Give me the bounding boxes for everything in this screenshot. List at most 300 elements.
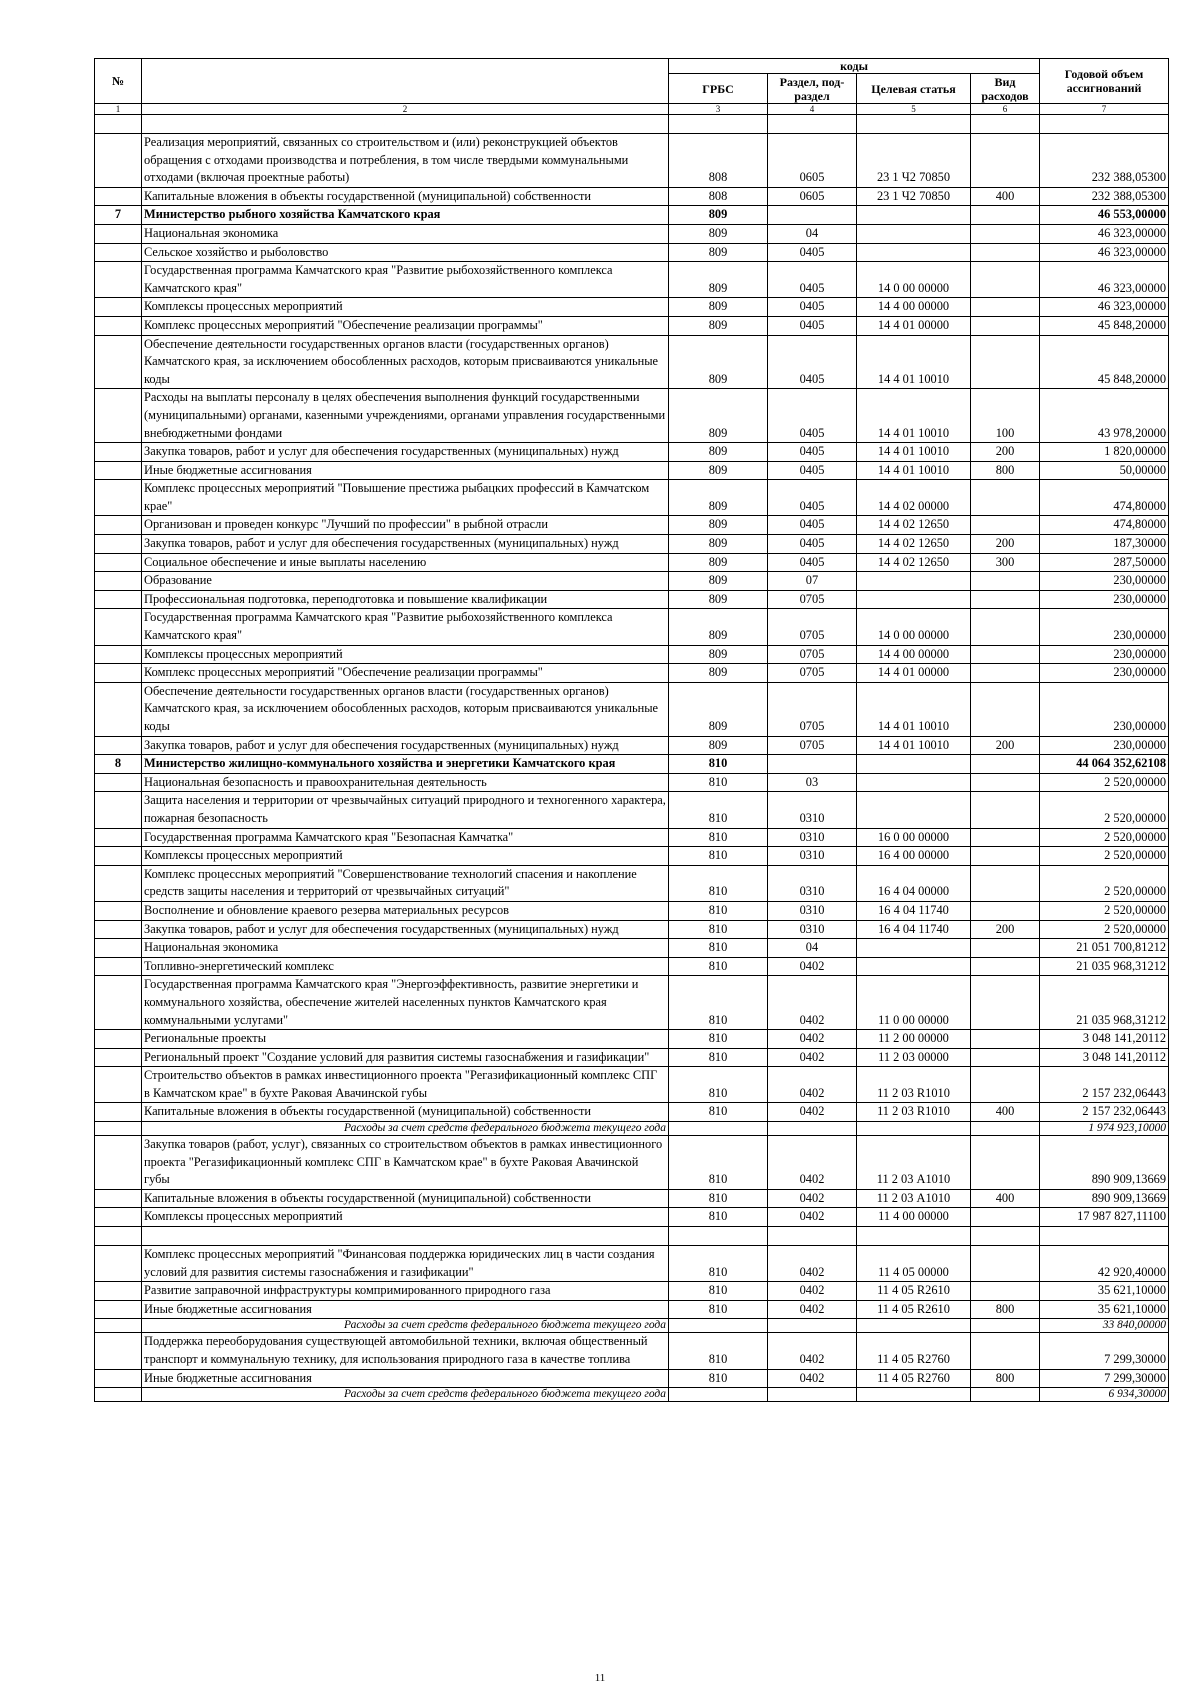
row-section: 0705 bbox=[768, 609, 857, 645]
row-kind bbox=[971, 1319, 1040, 1333]
row-number bbox=[95, 1319, 142, 1333]
row-name: Расходы за счет средств федерального бюджета текущего года bbox=[142, 1122, 669, 1136]
row-section: 0402 bbox=[768, 976, 857, 1030]
row-grbs: 810 bbox=[669, 957, 768, 976]
row-name: Обеспечение деятельности государственных органов власти (государственных органов) Камчатского края, за исключением обособленных расходов, которым присваиваются уникальные коды bbox=[142, 335, 669, 389]
row-section: 0405 bbox=[768, 535, 857, 554]
row-section: 0405 bbox=[768, 443, 857, 462]
row-name: Капитальные вложения в объекты государственной (муниципальной) собственности bbox=[142, 1189, 669, 1208]
table-row bbox=[95, 553, 1169, 572]
table-row bbox=[95, 224, 1169, 243]
row-amount: 2 520,00000 bbox=[1040, 773, 1169, 792]
row-amount: 46 323,00000 bbox=[1040, 298, 1169, 317]
row-grbs: 809 bbox=[669, 461, 768, 480]
row-target bbox=[857, 1122, 971, 1136]
row-section: 0405 bbox=[768, 316, 857, 335]
row-amount: 230,00000 bbox=[1040, 664, 1169, 683]
row-grbs: 809 bbox=[669, 609, 768, 645]
column-number: 5 bbox=[857, 104, 971, 115]
table-row bbox=[95, 262, 1169, 298]
row-target: 14 4 01 00000 bbox=[857, 664, 971, 683]
row-name: Развитие заправочной инфраструктуры компримированного природного газа bbox=[142, 1282, 669, 1301]
row-kind: 100 bbox=[971, 389, 1040, 443]
row-grbs: 810 bbox=[669, 773, 768, 792]
row-section bbox=[768, 1122, 857, 1136]
row-target bbox=[857, 755, 971, 774]
row-amount: 230,00000 bbox=[1040, 572, 1169, 591]
row-name: Государственная программа Камчатского края "Безопасная Камчатка" bbox=[142, 828, 669, 847]
row-section: 0402 bbox=[768, 1103, 857, 1122]
row-amount: 3 048 141,20112 bbox=[1040, 1048, 1169, 1067]
row-grbs bbox=[669, 1319, 768, 1333]
table-row bbox=[95, 461, 1169, 480]
row-section bbox=[768, 1227, 857, 1246]
row-target: 11 2 03 R1010 bbox=[857, 1067, 971, 1103]
row-kind bbox=[971, 572, 1040, 591]
row-number bbox=[95, 645, 142, 664]
row-number bbox=[95, 1282, 142, 1301]
row-section: 0402 bbox=[768, 1189, 857, 1208]
row-kind: 800 bbox=[971, 461, 1040, 480]
row-amount: 43 978,20000 bbox=[1040, 389, 1169, 443]
row-kind: 400 bbox=[971, 187, 1040, 206]
row-target: 16 4 04 11740 bbox=[857, 920, 971, 939]
row-kind bbox=[971, 480, 1040, 516]
row-grbs: 810 bbox=[669, 1282, 768, 1301]
row-amount: 45 848,20000 bbox=[1040, 316, 1169, 335]
row-kind bbox=[971, 957, 1040, 976]
row-amount: 46 553,00000 bbox=[1040, 206, 1169, 225]
row-name: Комплексы процессных мероприятий bbox=[142, 645, 669, 664]
row-name: Комплекс процессных мероприятий "Повышение престижа рыбацких профессий в Камчатском крае" bbox=[142, 480, 669, 516]
row-name: Профессиональная подготовка, переподготовка и повышение квалификации bbox=[142, 590, 669, 609]
row-target: 14 4 00 00000 bbox=[857, 645, 971, 664]
column-number: 3 bbox=[669, 104, 768, 115]
row-kind bbox=[971, 1067, 1040, 1103]
row-kind bbox=[971, 645, 1040, 664]
table-row bbox=[95, 206, 1169, 225]
row-grbs: 810 bbox=[669, 901, 768, 920]
row-number bbox=[95, 262, 142, 298]
column-number-row bbox=[95, 104, 1169, 115]
row-section: 0405 bbox=[768, 243, 857, 262]
row-number bbox=[95, 792, 142, 828]
row-number bbox=[95, 847, 142, 866]
header-section: Раздел, под-раздел bbox=[768, 74, 857, 104]
table-row bbox=[95, 792, 1169, 828]
row-number bbox=[95, 976, 142, 1030]
row-amount: 46 323,00000 bbox=[1040, 262, 1169, 298]
table-row bbox=[95, 847, 1169, 866]
table-row bbox=[95, 865, 1169, 901]
row-section: 0402 bbox=[768, 1333, 857, 1369]
row-name: Комплексы процессных мероприятий bbox=[142, 298, 669, 317]
row-number bbox=[95, 1122, 142, 1136]
row-amount: 3 048 141,20112 bbox=[1040, 1030, 1169, 1049]
row-kind bbox=[971, 590, 1040, 609]
row-target: 14 4 02 12650 bbox=[857, 553, 971, 572]
table-row bbox=[95, 1319, 1169, 1333]
page-number: 11 bbox=[594, 1672, 606, 1684]
row-target: 11 4 05 R2610 bbox=[857, 1282, 971, 1301]
row-grbs: 810 bbox=[669, 1048, 768, 1067]
table-row bbox=[95, 335, 1169, 389]
table-body bbox=[95, 115, 1169, 1402]
table-row bbox=[95, 1369, 1169, 1388]
row-name: Образование bbox=[142, 572, 669, 591]
table-row bbox=[95, 920, 1169, 939]
row-grbs: 809 bbox=[669, 736, 768, 755]
row-name: Закупка товаров, работ и услуг для обеспечения государственных (муниципальных) нужд bbox=[142, 920, 669, 939]
row-target: 14 4 02 12650 bbox=[857, 535, 971, 554]
row-section: 04 bbox=[768, 939, 857, 958]
row-number bbox=[95, 461, 142, 480]
column-number: 7 bbox=[1040, 104, 1169, 115]
row-number bbox=[95, 535, 142, 554]
row-target: 16 4 00 00000 bbox=[857, 847, 971, 866]
row-grbs: 809 bbox=[669, 572, 768, 591]
table-row bbox=[95, 1067, 1169, 1103]
row-amount: 1 974 923,10000 bbox=[1040, 1122, 1169, 1136]
row-target bbox=[857, 792, 971, 828]
row-section: 07 bbox=[768, 572, 857, 591]
row-number bbox=[95, 920, 142, 939]
table-row bbox=[95, 590, 1169, 609]
row-grbs: 809 bbox=[669, 682, 768, 736]
row-grbs: 810 bbox=[669, 792, 768, 828]
row-name: Организован и проведен конкурс "Лучший по профессии" в рыбной отрасли bbox=[142, 516, 669, 535]
header-amount: Годовой объем ассигнований bbox=[1040, 59, 1169, 104]
table-row bbox=[95, 389, 1169, 443]
row-grbs: 809 bbox=[669, 335, 768, 389]
row-target: 11 4 05 00000 bbox=[857, 1246, 971, 1282]
row-target: 11 0 00 00000 bbox=[857, 976, 971, 1030]
row-grbs: 808 bbox=[669, 134, 768, 188]
row-grbs: 810 bbox=[669, 865, 768, 901]
row-target: 11 4 05 R2610 bbox=[857, 1300, 971, 1319]
row-target: 11 4 05 R2760 bbox=[857, 1333, 971, 1369]
table-row bbox=[95, 1388, 1169, 1402]
row-number bbox=[95, 298, 142, 317]
row-target: 14 4 01 10010 bbox=[857, 682, 971, 736]
table-row bbox=[95, 901, 1169, 920]
row-amount: 474,80000 bbox=[1040, 516, 1169, 535]
row-target: 11 4 05 R2760 bbox=[857, 1369, 971, 1388]
table-row bbox=[95, 115, 1169, 134]
row-target: 14 4 02 00000 bbox=[857, 480, 971, 516]
row-grbs: 810 bbox=[669, 1103, 768, 1122]
row-number bbox=[95, 335, 142, 389]
row-target: 14 4 01 10010 bbox=[857, 443, 971, 462]
table-row bbox=[95, 443, 1169, 462]
row-section: 04 bbox=[768, 224, 857, 243]
row-amount: 230,00000 bbox=[1040, 736, 1169, 755]
header-name bbox=[142, 59, 669, 104]
row-name: Государственная программа Камчатского края "Развитие рыбохозяйственного комплекса Камчатского края" bbox=[142, 609, 669, 645]
row-target: 23 1 Ч2 70850 bbox=[857, 187, 971, 206]
row-number bbox=[95, 516, 142, 535]
row-name: Комплекс процессных мероприятий "Финансовая поддержка юридических лиц в части создания условий для развития системы газоснабжения и газификации" bbox=[142, 1246, 669, 1282]
row-name: Социальное обеспечение и иные выплаты населению bbox=[142, 553, 669, 572]
table-row bbox=[95, 976, 1169, 1030]
row-number bbox=[95, 115, 142, 134]
row-section: 0402 bbox=[768, 1300, 857, 1319]
table-row bbox=[95, 736, 1169, 755]
row-number bbox=[95, 1369, 142, 1388]
row-grbs: 810 bbox=[669, 1189, 768, 1208]
row-name: Расходы за счет средств федерального бюджета текущего года bbox=[142, 1319, 669, 1333]
row-kind bbox=[971, 243, 1040, 262]
table-row bbox=[95, 1300, 1169, 1319]
row-number bbox=[95, 1103, 142, 1122]
row-number bbox=[95, 773, 142, 792]
row-name: Защита населения и территории от чрезвычайных ситуаций природного и техногенного характера, пожарная безопасность bbox=[142, 792, 669, 828]
table-row bbox=[95, 1136, 1169, 1190]
row-amount: 2 520,00000 bbox=[1040, 847, 1169, 866]
row-amount: 17 987 827,11100 bbox=[1040, 1208, 1169, 1227]
row-name bbox=[142, 115, 669, 134]
row-name: Комплекс процессных мероприятий "Обеспечение реализации программы" bbox=[142, 664, 669, 683]
row-name: Поддержка переоборудования существующей автомобильной техники, включая общественный транспорт и коммунальную технику, для использования природного газа в качестве топлива bbox=[142, 1333, 669, 1369]
header-num: № bbox=[95, 59, 142, 104]
row-amount: 1 820,00000 bbox=[1040, 443, 1169, 462]
row-grbs: 809 bbox=[669, 262, 768, 298]
row-number bbox=[95, 1227, 142, 1246]
column-number: 6 bbox=[971, 104, 1040, 115]
row-amount: 474,80000 bbox=[1040, 480, 1169, 516]
row-kind: 400 bbox=[971, 1103, 1040, 1122]
row-kind: 200 bbox=[971, 535, 1040, 554]
row-target bbox=[857, 590, 971, 609]
row-kind bbox=[971, 516, 1040, 535]
table-row bbox=[95, 480, 1169, 516]
row-grbs: 809 bbox=[669, 664, 768, 683]
row-number bbox=[95, 1048, 142, 1067]
table-row bbox=[95, 1246, 1169, 1282]
row-kind bbox=[971, 682, 1040, 736]
row-kind bbox=[971, 1333, 1040, 1369]
row-target: 14 4 01 00000 bbox=[857, 316, 971, 335]
table-row bbox=[95, 134, 1169, 188]
row-target: 14 4 01 10010 bbox=[857, 736, 971, 755]
row-grbs: 809 bbox=[669, 206, 768, 225]
row-target: 16 4 04 11740 bbox=[857, 901, 971, 920]
row-number bbox=[95, 1246, 142, 1282]
row-kind bbox=[971, 865, 1040, 901]
row-kind: 400 bbox=[971, 1189, 1040, 1208]
row-amount: 21 051 700,81212 bbox=[1040, 939, 1169, 958]
row-kind: 800 bbox=[971, 1300, 1040, 1319]
row-grbs: 810 bbox=[669, 1030, 768, 1049]
row-grbs: 810 bbox=[669, 755, 768, 774]
row-amount: 230,00000 bbox=[1040, 609, 1169, 645]
row-name: Капитальные вложения в объекты государственной (муниципальной) собственности bbox=[142, 187, 669, 206]
row-amount: 45 848,20000 bbox=[1040, 335, 1169, 389]
row-name: Закупка товаров, работ и услуг для обеспечения государственных (муниципальных) нужд bbox=[142, 535, 669, 554]
row-number bbox=[95, 1388, 142, 1402]
row-number bbox=[95, 865, 142, 901]
row-grbs: 809 bbox=[669, 516, 768, 535]
row-grbs: 809 bbox=[669, 224, 768, 243]
row-section: 0405 bbox=[768, 335, 857, 389]
row-number bbox=[95, 224, 142, 243]
row-kind bbox=[971, 1030, 1040, 1049]
row-name: Реализация мероприятий, связанных со строительством и (или) реконструкцией объектов обращения с отходами производства и потребления, в том числе твердыми коммунальными отходами (включая проектные работы) bbox=[142, 134, 669, 188]
budget-table bbox=[94, 58, 1169, 1402]
row-kind bbox=[971, 206, 1040, 225]
row-name: Закупка товаров (работ, услуг), связанных со строительством объектов в рамках инвестиционного проекта "Регазификационный комплекс СПГ в Камчатском крае" в бухте Раковая Авачинской губы bbox=[142, 1136, 669, 1190]
row-section: 0705 bbox=[768, 682, 857, 736]
row-kind bbox=[971, 1246, 1040, 1282]
row-kind bbox=[971, 1227, 1040, 1246]
row-section: 0605 bbox=[768, 187, 857, 206]
row-grbs: 810 bbox=[669, 1246, 768, 1282]
row-grbs bbox=[669, 1388, 768, 1402]
row-amount: 7 299,30000 bbox=[1040, 1369, 1169, 1388]
row-target: 11 2 03 А1010 bbox=[857, 1189, 971, 1208]
row-amount bbox=[1040, 1227, 1169, 1246]
table-row bbox=[95, 535, 1169, 554]
row-amount: 7 299,30000 bbox=[1040, 1333, 1169, 1369]
row-kind bbox=[971, 1122, 1040, 1136]
row-name: Восполнение и обновление краевого резерва материальных ресурсов bbox=[142, 901, 669, 920]
row-kind bbox=[971, 828, 1040, 847]
row-grbs: 810 bbox=[669, 1333, 768, 1369]
row-grbs: 810 bbox=[669, 920, 768, 939]
row-number bbox=[95, 480, 142, 516]
row-name: Закупка товаров, работ и услуг для обеспечения государственных (муниципальных) нужд bbox=[142, 736, 669, 755]
row-name: Комплексы процессных мероприятий bbox=[142, 847, 669, 866]
row-grbs: 808 bbox=[669, 187, 768, 206]
row-number bbox=[95, 1067, 142, 1103]
row-target: 11 4 00 00000 bbox=[857, 1208, 971, 1227]
row-kind bbox=[971, 773, 1040, 792]
row-target bbox=[857, 939, 971, 958]
row-number bbox=[95, 664, 142, 683]
row-kind: 800 bbox=[971, 1369, 1040, 1388]
row-section: 0405 bbox=[768, 480, 857, 516]
row-target: 11 2 03 00000 bbox=[857, 1048, 971, 1067]
row-section: 0310 bbox=[768, 828, 857, 847]
row-grbs bbox=[669, 1227, 768, 1246]
row-target: 14 0 00 00000 bbox=[857, 262, 971, 298]
row-name: Расходы за счет средств федерального бюджета текущего года bbox=[142, 1388, 669, 1402]
row-name: Комплексы процессных мероприятий bbox=[142, 1208, 669, 1227]
row-number bbox=[95, 1136, 142, 1190]
table-row bbox=[95, 1030, 1169, 1049]
row-grbs: 809 bbox=[669, 443, 768, 462]
row-name: Министерство жилищно-коммунального хозяйства и энергетики Камчатского края bbox=[142, 755, 669, 774]
row-amount: 230,00000 bbox=[1040, 682, 1169, 736]
row-target: 11 2 00 00000 bbox=[857, 1030, 971, 1049]
row-target: 16 0 00 00000 bbox=[857, 828, 971, 847]
row-grbs: 809 bbox=[669, 316, 768, 335]
row-name: Министерство рыбного хозяйства Камчатского края bbox=[142, 206, 669, 225]
row-section: 0402 bbox=[768, 1282, 857, 1301]
row-amount: 35 621,10000 bbox=[1040, 1300, 1169, 1319]
row-grbs bbox=[669, 115, 768, 134]
row-kind bbox=[971, 1048, 1040, 1067]
row-name: Государственная программа Камчатского края "Развитие рыбохозяйственного комплекса Камчатского края" bbox=[142, 262, 669, 298]
table-row bbox=[95, 243, 1169, 262]
row-grbs: 809 bbox=[669, 645, 768, 664]
row-name: Строительство объектов в рамках инвестиционного проекта "Регазификационный комплекс СПГ в Камчатском крае" в бухте Раковая Авачинской губы bbox=[142, 1067, 669, 1103]
row-name: Капитальные вложения в объекты государственной (муниципальной) собственности bbox=[142, 1103, 669, 1122]
table-row bbox=[95, 298, 1169, 317]
row-amount: 46 323,00000 bbox=[1040, 224, 1169, 243]
table-row bbox=[95, 1282, 1169, 1301]
row-kind bbox=[971, 901, 1040, 920]
row-amount: 2 520,00000 bbox=[1040, 901, 1169, 920]
row-section: 0705 bbox=[768, 645, 857, 664]
row-target bbox=[857, 243, 971, 262]
row-section: 0405 bbox=[768, 298, 857, 317]
row-section: 0405 bbox=[768, 461, 857, 480]
row-section: 0310 bbox=[768, 865, 857, 901]
row-name: Национальная безопасность и правоохранительная деятельность bbox=[142, 773, 669, 792]
row-kind bbox=[971, 1282, 1040, 1301]
row-section: 0402 bbox=[768, 1030, 857, 1049]
row-amount: 42 920,40000 bbox=[1040, 1246, 1169, 1282]
row-target bbox=[857, 572, 971, 591]
header-kind: Вид расходов bbox=[971, 74, 1040, 104]
row-kind bbox=[971, 1208, 1040, 1227]
row-grbs: 810 bbox=[669, 1369, 768, 1388]
table-row bbox=[95, 572, 1169, 591]
row-amount: 33 840,00000 bbox=[1040, 1319, 1169, 1333]
row-number bbox=[95, 1300, 142, 1319]
row-name: Комплекс процессных мероприятий "Обеспечение реализации программы" bbox=[142, 316, 669, 335]
row-kind: 200 bbox=[971, 736, 1040, 755]
column-number: 1 bbox=[95, 104, 142, 115]
row-kind bbox=[971, 1388, 1040, 1402]
row-grbs: 809 bbox=[669, 243, 768, 262]
row-kind bbox=[971, 134, 1040, 188]
row-number bbox=[95, 1208, 142, 1227]
row-kind bbox=[971, 609, 1040, 645]
row-amount: 6 934,30000 bbox=[1040, 1388, 1169, 1402]
row-number: 7 bbox=[95, 206, 142, 225]
row-kind bbox=[971, 316, 1040, 335]
row-number bbox=[95, 187, 142, 206]
row-section: 0605 bbox=[768, 134, 857, 188]
row-section: 0705 bbox=[768, 736, 857, 755]
column-number: 4 bbox=[768, 104, 857, 115]
row-kind bbox=[971, 335, 1040, 389]
row-amount: 232 388,05300 bbox=[1040, 134, 1169, 188]
row-grbs: 810 bbox=[669, 1067, 768, 1103]
row-kind bbox=[971, 755, 1040, 774]
row-number bbox=[95, 553, 142, 572]
table-row bbox=[95, 755, 1169, 774]
row-number bbox=[95, 590, 142, 609]
row-target bbox=[857, 1319, 971, 1333]
row-section: 0705 bbox=[768, 590, 857, 609]
table-row bbox=[95, 939, 1169, 958]
row-amount: 2 520,00000 bbox=[1040, 865, 1169, 901]
table-row bbox=[95, 645, 1169, 664]
row-section: 0402 bbox=[768, 1136, 857, 1190]
row-number bbox=[95, 957, 142, 976]
row-grbs: 809 bbox=[669, 553, 768, 572]
row-number bbox=[95, 1030, 142, 1049]
row-section: 0402 bbox=[768, 957, 857, 976]
row-kind bbox=[971, 664, 1040, 683]
row-section: 0402 bbox=[768, 1067, 857, 1103]
row-target: 14 4 01 10010 bbox=[857, 389, 971, 443]
row-name: Национальная экономика bbox=[142, 939, 669, 958]
row-target bbox=[857, 957, 971, 976]
